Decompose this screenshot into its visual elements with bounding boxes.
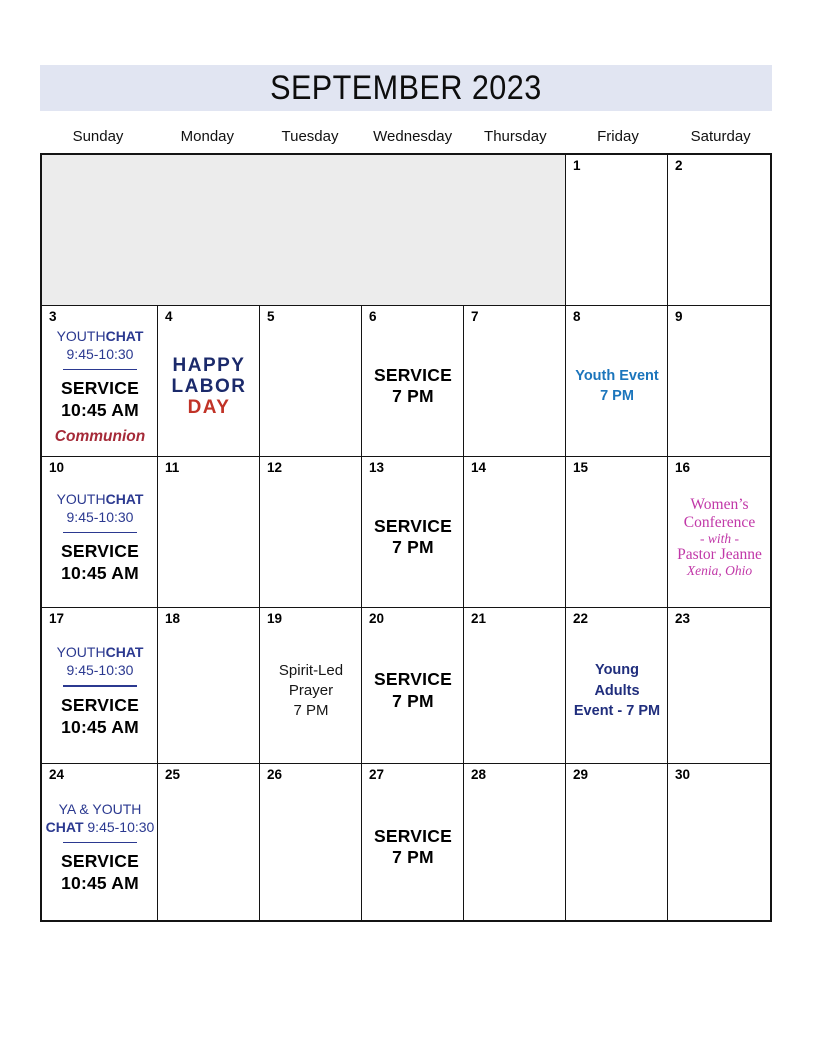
day-number: 26: [267, 767, 283, 782]
event-line: 10:45 AM: [61, 716, 139, 737]
day-number: 4: [165, 309, 173, 324]
calendar-week-row: [42, 764, 770, 920]
day-cell-28: [464, 764, 566, 920]
day-events: [573, 476, 661, 603]
event-line: 7 PM: [392, 386, 434, 407]
event-line: 10:45 AM: [61, 400, 139, 421]
day-number: 2: [675, 158, 683, 173]
event-line: [46, 818, 155, 836]
event-line: [57, 643, 144, 661]
day-events: [165, 476, 253, 603]
calendar-week-row: [42, 155, 770, 306]
day-number: 23: [675, 611, 691, 626]
event-line: Pastor Jeanne: [677, 546, 762, 564]
youthchat-text: YOUTH: [56, 644, 106, 661]
day-events: [267, 627, 355, 759]
service-event: [61, 541, 139, 585]
event-line: SERVICE: [61, 378, 139, 399]
page-title: SEPTEMBER 2023: [270, 68, 542, 107]
event-line: 7 PM: [600, 388, 634, 405]
youthchat-text: YOUTH: [56, 490, 106, 507]
day-number: 10: [49, 460, 65, 475]
communion-event: Communion: [54, 428, 146, 446]
youthchat-text: CHAT: [105, 644, 144, 661]
event-line: 7 PM: [392, 847, 434, 868]
day-events: [165, 325, 253, 452]
day-events: [369, 476, 457, 603]
day-cell-29: [566, 764, 668, 920]
event-line: Young Adults: [594, 662, 640, 699]
day-number: 8: [573, 309, 581, 324]
event-line: SERVICE: [374, 669, 452, 690]
day-number: 30: [675, 767, 691, 782]
day-events: [267, 783, 355, 916]
day-events: [165, 627, 253, 759]
day-cell-2: [668, 155, 770, 305]
weekday-label-saturday: Saturday: [690, 128, 751, 145]
weekday-label-friday: Friday: [597, 128, 639, 145]
day-events: [49, 325, 151, 452]
day-number: 15: [573, 460, 589, 475]
calendar-week-row: [42, 608, 770, 764]
day-events: [675, 325, 764, 452]
day-cell-24: [42, 764, 158, 920]
day-events: [369, 627, 457, 759]
day-events: [471, 783, 559, 916]
day-cell-27: [362, 764, 464, 920]
event-line: Event - 7 PM: [573, 703, 661, 720]
divider-line: [63, 532, 137, 534]
youthchat-text: CHAT: [105, 490, 144, 507]
day-number: 14: [471, 460, 487, 475]
event-line: [46, 800, 155, 818]
day-cell-16: [668, 457, 770, 607]
day-number: 19: [267, 611, 283, 626]
day-number: 17: [49, 611, 65, 626]
blank-merged-cell: [42, 155, 566, 305]
day-number: 11: [165, 460, 180, 475]
youthchat-text: 9:45-10:30: [66, 508, 134, 525]
event-line: Conference: [683, 513, 756, 531]
youth-event: [575, 366, 659, 407]
youthchat-event: [57, 327, 144, 363]
day-cell-22: [566, 608, 668, 763]
day-cell-10: [42, 457, 158, 607]
day-number: 28: [471, 767, 487, 782]
day-number: 5: [267, 309, 275, 324]
day-number: 25: [165, 767, 181, 782]
day-cell-3: [42, 306, 158, 456]
day-events: [369, 325, 457, 452]
day-number: 3: [49, 309, 57, 324]
service-event: [374, 669, 452, 713]
day-events: [675, 174, 764, 301]
day-number: 18: [165, 611, 181, 626]
day-number: 16: [675, 460, 691, 475]
day-cell-4: [158, 306, 260, 456]
womens-conference-event: [677, 496, 762, 578]
youthchat-text: CHAT: [45, 818, 84, 835]
event-line: SERVICE: [61, 694, 139, 715]
service-event: [374, 826, 452, 870]
labor-day-word: DAY: [187, 397, 231, 419]
day-events: [573, 325, 661, 452]
event-line: 10:45 AM: [61, 873, 139, 894]
day-events: [369, 783, 457, 916]
day-number: 27: [369, 767, 385, 782]
day-cell-14: [464, 457, 566, 607]
youthchat-text: YA & YOUTH: [58, 800, 142, 817]
day-events: [45, 783, 155, 916]
prayer-event: [279, 661, 343, 722]
service-event: [61, 378, 139, 422]
service-event: [374, 516, 452, 560]
day-cell-17: [42, 608, 158, 763]
day-number: 29: [573, 767, 589, 782]
weekday-label-tuesday: Tuesday: [281, 128, 339, 145]
youthchat-event: [46, 800, 155, 836]
day-events: [49, 476, 151, 603]
day-cell-19: [260, 608, 362, 763]
event-line: 7 PM: [392, 690, 434, 711]
event-line: - with -: [699, 530, 739, 546]
day-events: [267, 476, 355, 603]
labor-day-word: LABOR: [171, 375, 247, 397]
day-cell-15: [566, 457, 668, 607]
weekday-label-thursday: Thursday: [484, 128, 547, 145]
youthchat-text: CHAT: [105, 327, 144, 344]
youthchat-event: [57, 490, 144, 526]
youthchat-text: 9:45-10:30: [66, 345, 134, 362]
day-number: 21: [471, 611, 487, 626]
event-line: 7 PM: [392, 537, 434, 558]
divider-line: [63, 685, 137, 687]
event-line: 7 PM: [293, 702, 329, 720]
event-line: SERVICE: [61, 851, 139, 872]
youthchat-text: 9:45-10:30: [83, 818, 155, 835]
calendar-grid: [40, 153, 772, 922]
event-line: 10:45 AM: [61, 563, 139, 584]
day-number: 12: [267, 460, 283, 475]
day-events: [165, 783, 253, 916]
day-number: 9: [675, 309, 683, 324]
event-line: Spirit-Led: [278, 661, 344, 679]
labor-day-art: [171, 355, 246, 419]
event-line: SERVICE: [374, 515, 452, 536]
weekday-header-row: [40, 128, 772, 145]
youthchat-text: 9:45-10:30: [66, 662, 134, 679]
day-events: [675, 783, 764, 916]
service-event: [61, 695, 139, 739]
day-events: [471, 325, 559, 452]
day-events: [573, 783, 661, 916]
day-cell-11: [158, 457, 260, 607]
day-cell-26: [260, 764, 362, 920]
day-number: 1: [573, 158, 581, 173]
event-line: Youth Event: [575, 368, 659, 385]
day-cell-20: [362, 608, 464, 763]
day-number: 20: [369, 611, 385, 626]
weekday-label-wednesday: Wednesday: [373, 128, 453, 145]
service-event: [61, 851, 139, 895]
day-cell-30: [668, 764, 770, 920]
day-events: [49, 627, 151, 759]
day-number: 6: [369, 309, 377, 324]
day-number: 7: [471, 309, 479, 324]
day-cell-13: [362, 457, 464, 607]
event-line: [57, 661, 144, 679]
day-events: [675, 627, 764, 759]
divider-line: [63, 842, 137, 844]
divider-line: [63, 369, 137, 371]
day-events: [267, 325, 355, 452]
event-line: [57, 508, 144, 526]
weekday-label-monday: Monday: [180, 128, 235, 145]
day-cell-5: [260, 306, 362, 456]
day-events: [573, 174, 661, 301]
day-cell-8: [566, 306, 668, 456]
young-adults-event: [573, 660, 661, 721]
weekday-label-sunday: Sunday: [72, 128, 124, 145]
day-cell-6: [362, 306, 464, 456]
day-cell-21: [464, 608, 566, 763]
calendar-week-row: [42, 457, 770, 608]
day-cell-7: [464, 306, 566, 456]
event-line: SERVICE: [61, 541, 139, 562]
day-number: 13: [369, 460, 385, 475]
youthchat-text: YOUTH: [56, 327, 106, 344]
day-events: [675, 476, 764, 603]
labor-day-word: HAPPY: [172, 354, 246, 376]
day-events: [471, 627, 559, 759]
event-line: [57, 490, 144, 508]
event-line: SERVICE: [374, 364, 452, 385]
service-event: [374, 365, 452, 409]
event-line: [57, 327, 144, 345]
day-number: 22: [573, 611, 589, 626]
day-cell-1: [566, 155, 668, 305]
event-line: Xenia, Ohio: [686, 563, 753, 579]
day-cell-25: [158, 764, 260, 920]
day-number: 24: [49, 767, 65, 782]
calendar-week-row: [42, 306, 770, 457]
day-cell-9: [668, 306, 770, 456]
title-bar: [40, 65, 772, 111]
day-cell-18: [158, 608, 260, 763]
event-line: [57, 345, 144, 363]
event-line: SERVICE: [374, 825, 452, 846]
event-line: Prayer: [288, 681, 334, 699]
day-events: [573, 627, 661, 759]
youthchat-event: [57, 643, 144, 679]
day-cell-12: [260, 457, 362, 607]
day-cell-23: [668, 608, 770, 763]
event-line: Women’s: [690, 496, 749, 514]
day-events: [471, 476, 559, 603]
